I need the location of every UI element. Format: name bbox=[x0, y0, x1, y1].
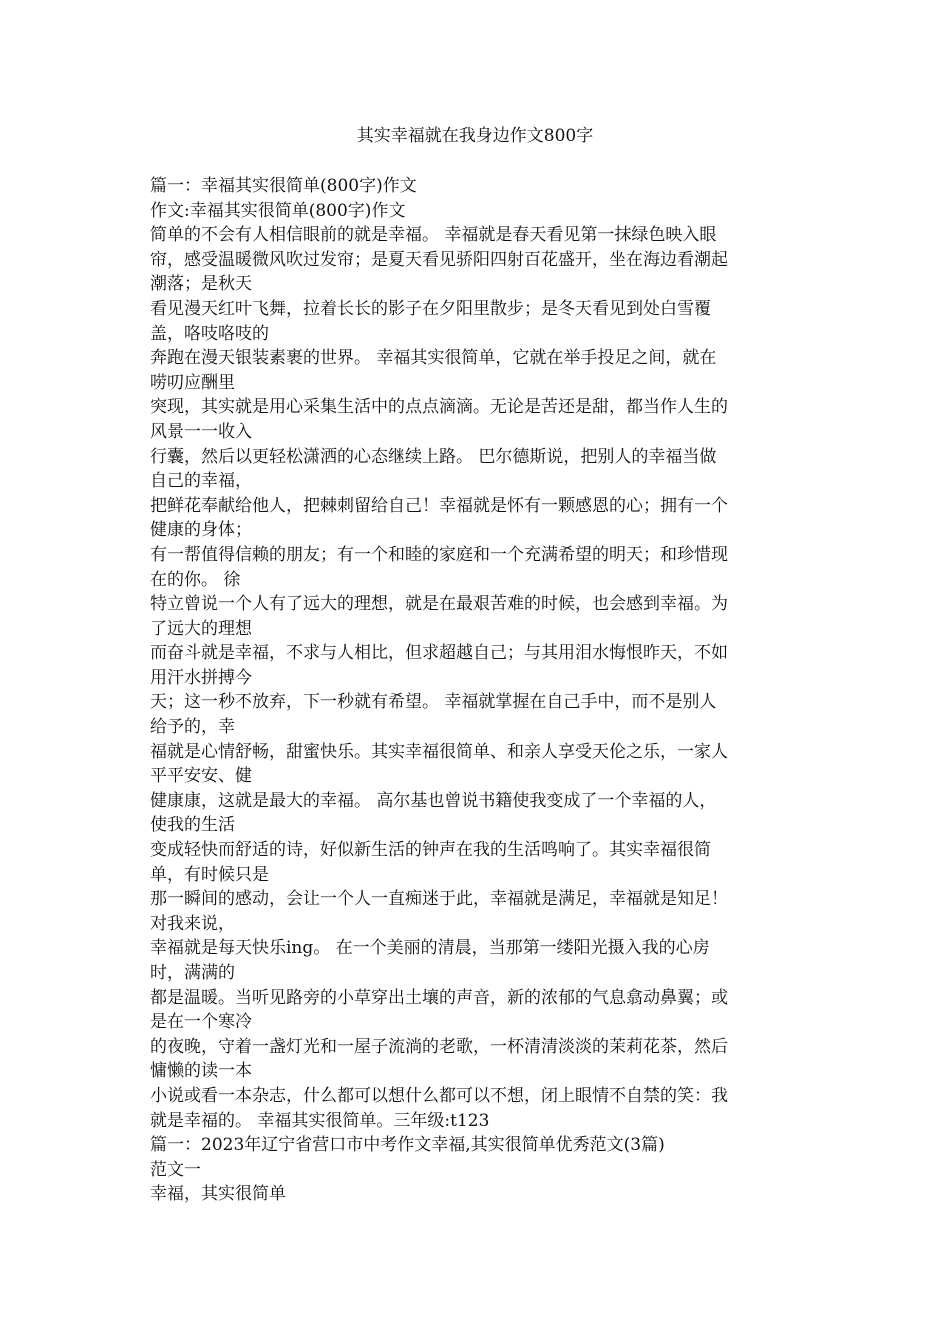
page-title: 其实幸福就在我身边作文800字 bbox=[356, 126, 594, 146]
text-line: 幸福就是每天快乐ing。 在一个美丽的清晨，当那第一缕阳光摄入我的心房 bbox=[150, 938, 710, 959]
text-line: 范文一 bbox=[150, 1159, 201, 1180]
text-line: 帘，感受温暖微风吹过发帘；是夏天看见骄阳四射百花盛开，坐在海边看潮起 bbox=[150, 249, 728, 270]
text-line: 天；这一秒不放弃，下一秒就有希望。 幸福就掌握在自己手中，而不是别人 bbox=[150, 692, 717, 713]
text-line: 小说或看一本杂志，什么都可以想什么都可以不想，闭上眼情不自禁的笑：我 bbox=[150, 1085, 728, 1106]
text-line: 是在一个寒冷 bbox=[150, 1012, 252, 1033]
text-line: 作文:幸福其实很简单(800字)作文 bbox=[150, 200, 406, 221]
text-line: 给予的，幸 bbox=[150, 717, 235, 738]
section-heading: 篇一：2023年辽宁省营口市中考作文幸福,其实很简单优秀范文(3篇) bbox=[150, 1135, 665, 1156]
text-line: 使我的生活 bbox=[150, 815, 235, 836]
text-line: 单，有时候只是 bbox=[150, 864, 269, 885]
text-line: 有一帮值得信赖的朋友；有一个和睦的家庭和一个充满希望的明天；和珍惜现 bbox=[150, 544, 728, 565]
text-line: 了远大的理想 bbox=[150, 618, 252, 639]
text-line: 潮落；是秋天 bbox=[150, 274, 252, 295]
text-line: 奔跑在漫天银装素裹的世界。 幸福其实很简单，它就在举手投足之间，就在 bbox=[150, 348, 717, 369]
text-line: 自己的幸福， bbox=[150, 471, 252, 492]
text-line: 唠叨应酬里 bbox=[150, 372, 235, 393]
text-line: 就是幸福的。 幸福其实很简单。三年级:t123 bbox=[150, 1110, 490, 1131]
text-line: 慵懒的读一本 bbox=[150, 1061, 252, 1082]
text-line: 风景一一收入 bbox=[150, 421, 252, 442]
text-line: 盖，咯吱咯吱的 bbox=[150, 323, 269, 344]
text-line: 变成轻快而舒适的诗，好似新生活的钟声在我的生活鸣响了。其实幸福很简 bbox=[150, 840, 711, 861]
text-line: 篇一：幸福其实很简单(800字)作文 bbox=[150, 176, 417, 196]
text-line: 行囊，然后以更轻松潇洒的心态继续上路。 巴尔德斯说，把别人的幸福当做 bbox=[150, 446, 717, 467]
text-line: 健康的身体； bbox=[150, 520, 252, 541]
document-body bbox=[150, 174, 802, 1207]
text-line: 幸福，其实很简单 bbox=[150, 1184, 286, 1205]
text-line: 那一瞬间的感动，会让一个人一直痴迷于此，幸福就是满足，幸福就是知足！ bbox=[150, 889, 728, 910]
text-line: 福就是心情舒畅，甜蜜快乐。其实幸福很简单、和亲人享受天伦之乐，一家人 bbox=[150, 741, 728, 762]
text-line: 在的你。 徐 bbox=[150, 569, 241, 590]
text-line: 健康康，这就是最大的幸福。 高尔基也曾说书籍使我变成了一个幸福的人， bbox=[150, 790, 717, 811]
text-line: 对我来说， bbox=[150, 913, 235, 934]
text-line: 的夜晚，守着一盏灯光和一屋子流淌的老歌，一杯清清淡淡的茉莉花茶，然后 bbox=[150, 1036, 728, 1057]
text-line: 都是温暖。当听见路旁的小草穿出土壤的声音，新的浓郁的气息翕动鼻翼；或 bbox=[150, 987, 728, 1008]
text-line: 时，满满的 bbox=[150, 963, 235, 983]
text-line: 而奋斗就是幸福，不求与人相比，但求超越自己；与其用泪水悔恨昨天，不如 bbox=[150, 643, 728, 664]
text-line: 平平安安、健 bbox=[150, 766, 252, 787]
text-line: 用汗水拼搏今 bbox=[150, 667, 252, 688]
text-line: 突现，其实就是用心采集生活中的点点滴滴。无论是苦还是甜，都当作人生的 bbox=[150, 397, 728, 418]
text-line: 特立曾说一个人有了远大的理想，就是在最艰苦难的时候，也会感到幸福。为 bbox=[150, 594, 728, 615]
text-line: 简单的不会有人相信眼前的就是幸福。 幸福就是春天看见第一抹绿色映入眼 bbox=[150, 225, 717, 246]
text-line: 把鲜花奉献给他人，把棘刺留给自己！幸福就是怀有一颗感恩的心；拥有一个 bbox=[150, 495, 728, 516]
text-line: 看见漫天红叶飞舞，拉着长长的影子在夕阳里散步；是冬天看见到处白雪覆 bbox=[150, 298, 711, 319]
